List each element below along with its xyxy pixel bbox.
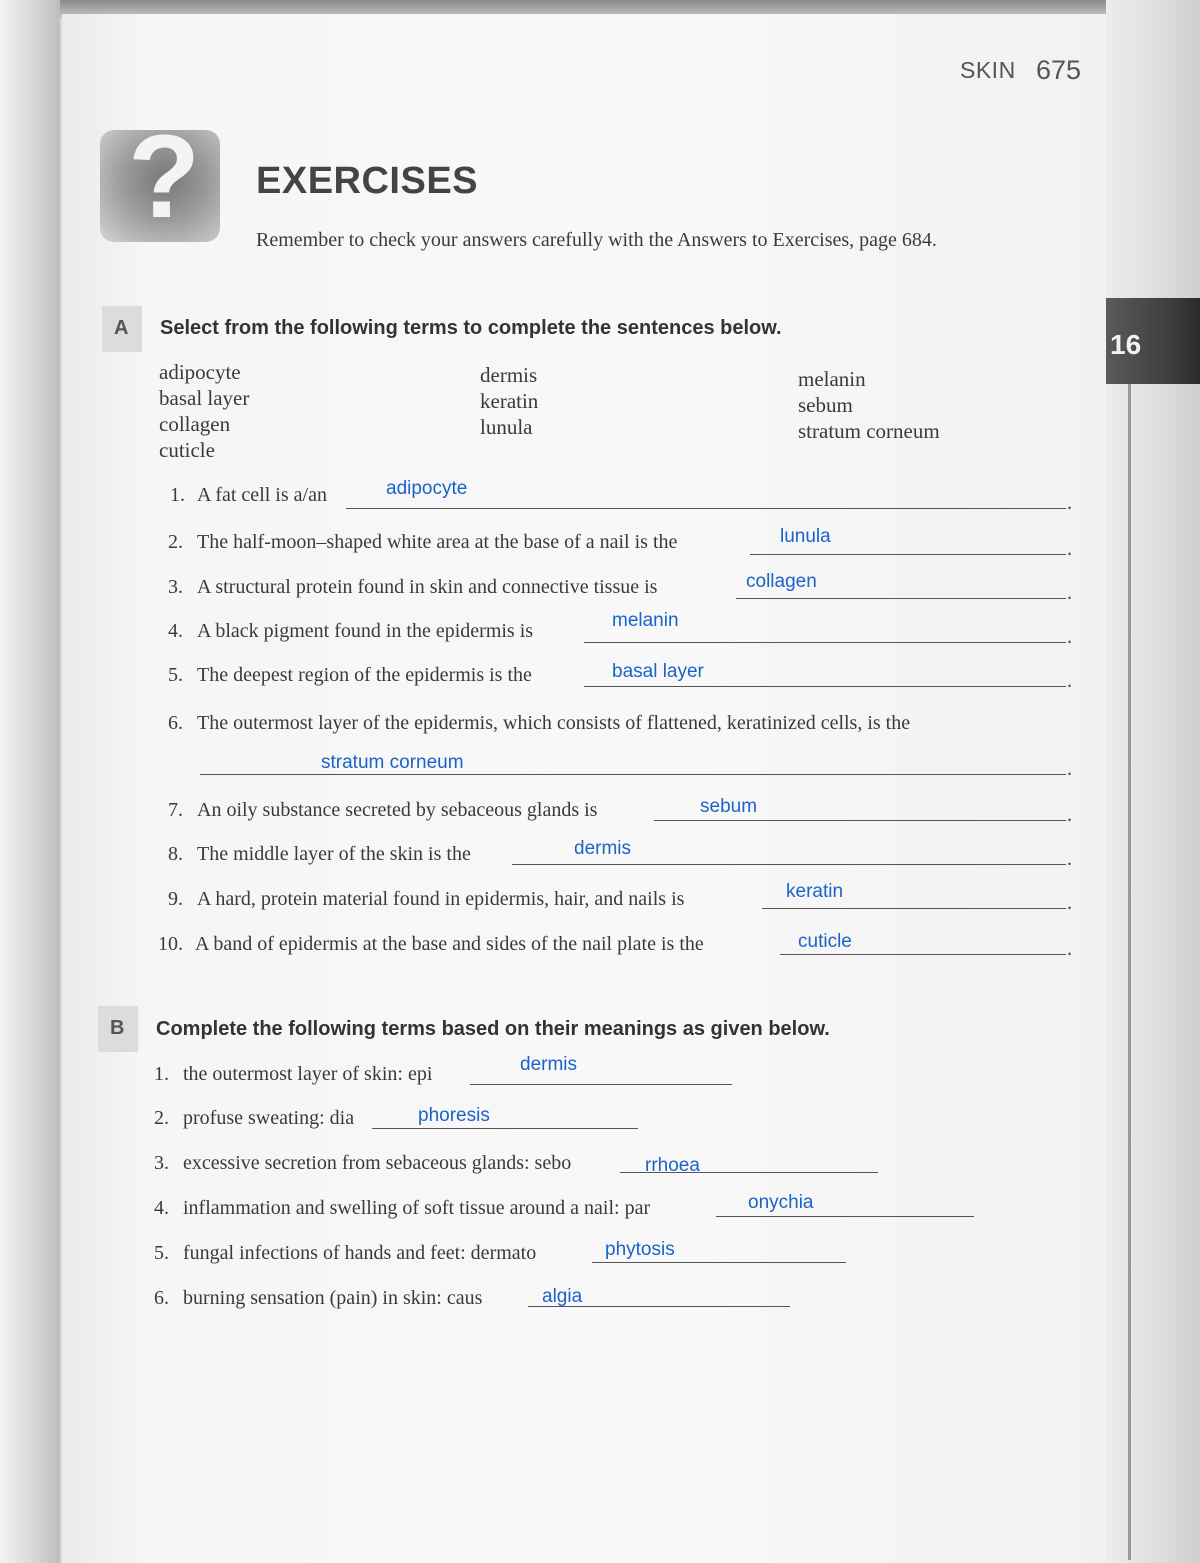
word-bank-term: stratum corneum [798, 419, 940, 443]
handwritten-answer: phytosis [605, 1239, 675, 1260]
answer-blank[interactable] [470, 1084, 732, 1085]
running-head: SKIN [960, 57, 1016, 83]
answer-blank[interactable] [780, 954, 1066, 955]
question-text: The middle layer of the skin is the [197, 843, 471, 865]
handwritten-answer: algia [542, 1286, 583, 1307]
period: . [1067, 892, 1072, 914]
item-number: 1. [170, 484, 185, 506]
word-bank-term: cuticle [159, 438, 215, 462]
item-number: 3. [154, 1152, 169, 1174]
page-edge [1106, 0, 1200, 1563]
section-a-letter: A [114, 317, 129, 339]
question-text: A band of epidermis at the base and sides of the nail plate is the [195, 933, 704, 955]
period: . [1067, 938, 1072, 960]
question-mark-icon: ? [128, 111, 201, 243]
handwritten-answer: collagen [746, 571, 817, 592]
item-number: 9. [168, 888, 183, 910]
handwritten-answer: sebum [700, 796, 758, 817]
answer-blank[interactable] [736, 598, 1066, 599]
intro-text: Remember to check your answers carefully with the Answers to Exercises, page 684. [256, 229, 937, 251]
period: . [1067, 538, 1072, 560]
section-b-letter: B [110, 1017, 125, 1039]
page-number: 675 [1036, 55, 1082, 85]
handwritten-answer: adipocyte [386, 478, 468, 499]
period: . [1067, 492, 1072, 514]
question-text: the outermost layer of skin: epi [183, 1063, 433, 1085]
question-text: A structural protein found in skin and connective tissue is [197, 576, 658, 598]
handwritten-answer: melanin [612, 610, 679, 631]
answer-blank[interactable] [512, 864, 1066, 865]
word-bank-term: lunula [480, 415, 533, 439]
question-text: A fat cell is a/an [197, 484, 327, 506]
handwritten-answer: keratin [786, 881, 844, 902]
period: . [1067, 670, 1072, 692]
word-bank-column-1 [159, 359, 249, 463]
question-text: excessive secretion from sebaceous glands: sebo [183, 1152, 572, 1174]
question-text: fungal infections of hands and feet: dermato [183, 1242, 537, 1264]
handwritten-answer: stratum corneum [321, 752, 464, 773]
word-bank-term: keratin [480, 389, 539, 413]
chapter-tab-number: 16 [1110, 329, 1142, 360]
question-text: The outermost layer of the epidermis, which consists of flattened, keratinized cells, is the [197, 712, 911, 734]
item-number: 10. [158, 933, 183, 955]
period: . [1067, 804, 1072, 826]
answer-blank[interactable] [716, 1216, 974, 1217]
handwritten-answer: rrhoea [645, 1155, 700, 1176]
question-text: inflammation and swelling of soft tissue around a nail: par [183, 1197, 651, 1219]
item-number: 1. [154, 1063, 169, 1085]
answer-blank[interactable] [200, 774, 1066, 775]
word-bank-term: melanin [798, 367, 866, 391]
item-number: 4. [168, 620, 183, 642]
question-text: A hard, protein material found in epidermis, hair, and nails is [197, 888, 685, 910]
word-bank-column-2 [480, 362, 538, 440]
word-bank-term: basal layer [159, 386, 250, 410]
item-number: 6. [168, 712, 183, 734]
question-text: burning sensation (pain) in skin: caus [183, 1287, 483, 1309]
answer-blank[interactable] [762, 908, 1066, 909]
handwritten-answer: lunula [780, 526, 831, 547]
item-number: 8. [168, 843, 183, 865]
word-bank-term: collagen [159, 412, 231, 436]
item-number: 3. [168, 576, 183, 598]
handwritten-answer: phoresis [418, 1105, 490, 1126]
item-number: 2. [168, 531, 183, 553]
item-number: 2. [154, 1107, 169, 1129]
word-bank-term: sebum [798, 393, 853, 417]
item-number: 5. [154, 1242, 169, 1264]
question-text: profuse sweating: dia [183, 1107, 355, 1129]
word-bank-term: dermis [480, 363, 538, 387]
item-number: 7. [168, 799, 183, 821]
item-number: 5. [168, 664, 183, 686]
answer-blank[interactable] [584, 642, 1066, 643]
handwritten-answer: onychia [748, 1192, 814, 1213]
answer-blank[interactable] [592, 1262, 846, 1263]
item-number: 4. [154, 1197, 169, 1219]
section-a-heading: Select from the following terms to complete the sentences below. [160, 317, 782, 339]
period: . [1067, 582, 1072, 604]
word-bank-column-3 [798, 366, 940, 444]
section-b-heading: Complete the following terms based on their meanings as given below. [156, 1018, 830, 1040]
period: . [1067, 758, 1072, 780]
period: . [1067, 626, 1072, 648]
handwritten-answer: dermis [520, 1054, 578, 1075]
question-text: A black pigment found in the epidermis is [197, 620, 534, 642]
scan-shadow-left [0, 0, 60, 1563]
item-number: 6. [154, 1287, 169, 1309]
answer-blank[interactable] [346, 508, 1066, 509]
handwritten-answer: dermis [574, 838, 632, 859]
page-title: EXERCISES [256, 160, 479, 202]
handwritten-answer: cuticle [798, 931, 852, 952]
answer-blank[interactable] [584, 686, 1066, 687]
word-bank-term: adipocyte [159, 360, 241, 384]
question-text: The half-moon–shaped white area at the base of a nail is the [197, 531, 678, 553]
answer-blank[interactable] [654, 820, 1066, 821]
period: . [1067, 848, 1072, 870]
question-text: An oily substance secreted by sebaceous glands is [197, 799, 598, 821]
handwritten-answer: basal layer [612, 661, 704, 682]
answer-blank[interactable] [750, 554, 1066, 555]
question-text: The deepest region of the epidermis is the [197, 664, 532, 686]
answer-blank[interactable] [372, 1128, 638, 1129]
page-edge-line [1128, 380, 1131, 1560]
